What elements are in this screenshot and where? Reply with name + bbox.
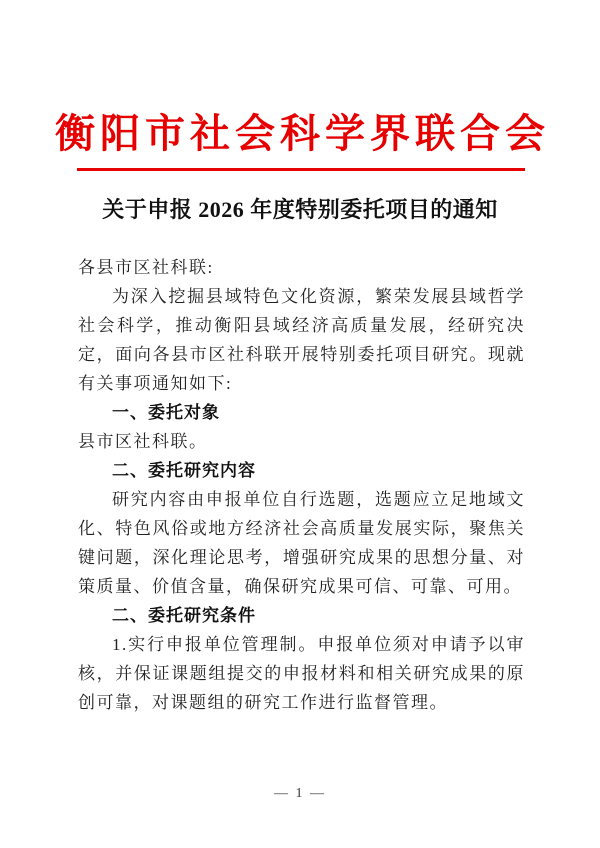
section-heading-2: 二、委托研究内容 [112, 461, 256, 480]
masthead-red-rule [77, 168, 525, 171]
section-2-content: 研究内容由申报单位自行选题，选题应立足地域文化、特色风俗或地方经济社会高质量发展实际，聚焦关键问题，深化理论思考，增强研究成果的思想分量、对策质量、价值含量，确保研究成果可信、可靠、可用。 [78, 490, 525, 596]
section-heading-1: 一、委托对象 [112, 403, 220, 422]
document-body [78, 253, 525, 717]
section-1-content: 县市区社科联。 [78, 432, 208, 451]
salutation-line: 各县市区社科联: [78, 258, 214, 277]
masthead-org-title: 衡阳市社会科学界联合会 [55, 111, 550, 156]
page-number: — 1 — [274, 786, 326, 801]
document-title: 关于申报 2026 年度特别委托项目的通知 [102, 197, 498, 222]
section-heading-3: 二、委托研究条件 [112, 606, 256, 625]
intro-paragraph: 为深入挖掘县域特色文化资源，繁荣发展县域哲学社会科学，推动衡阳县域经济高质量发展，经研究决定，面向各县市区社科联开展特别委托项目研究。现就有关事项通知如下: [78, 287, 525, 393]
section-3-content: 1.实行申报单位管理制。申报单位须对申请予以审核，并保证课题组提交的申报材料和相关研究成果的原创可靠，对课题组的研究工作进行监督管理。 [78, 635, 525, 712]
